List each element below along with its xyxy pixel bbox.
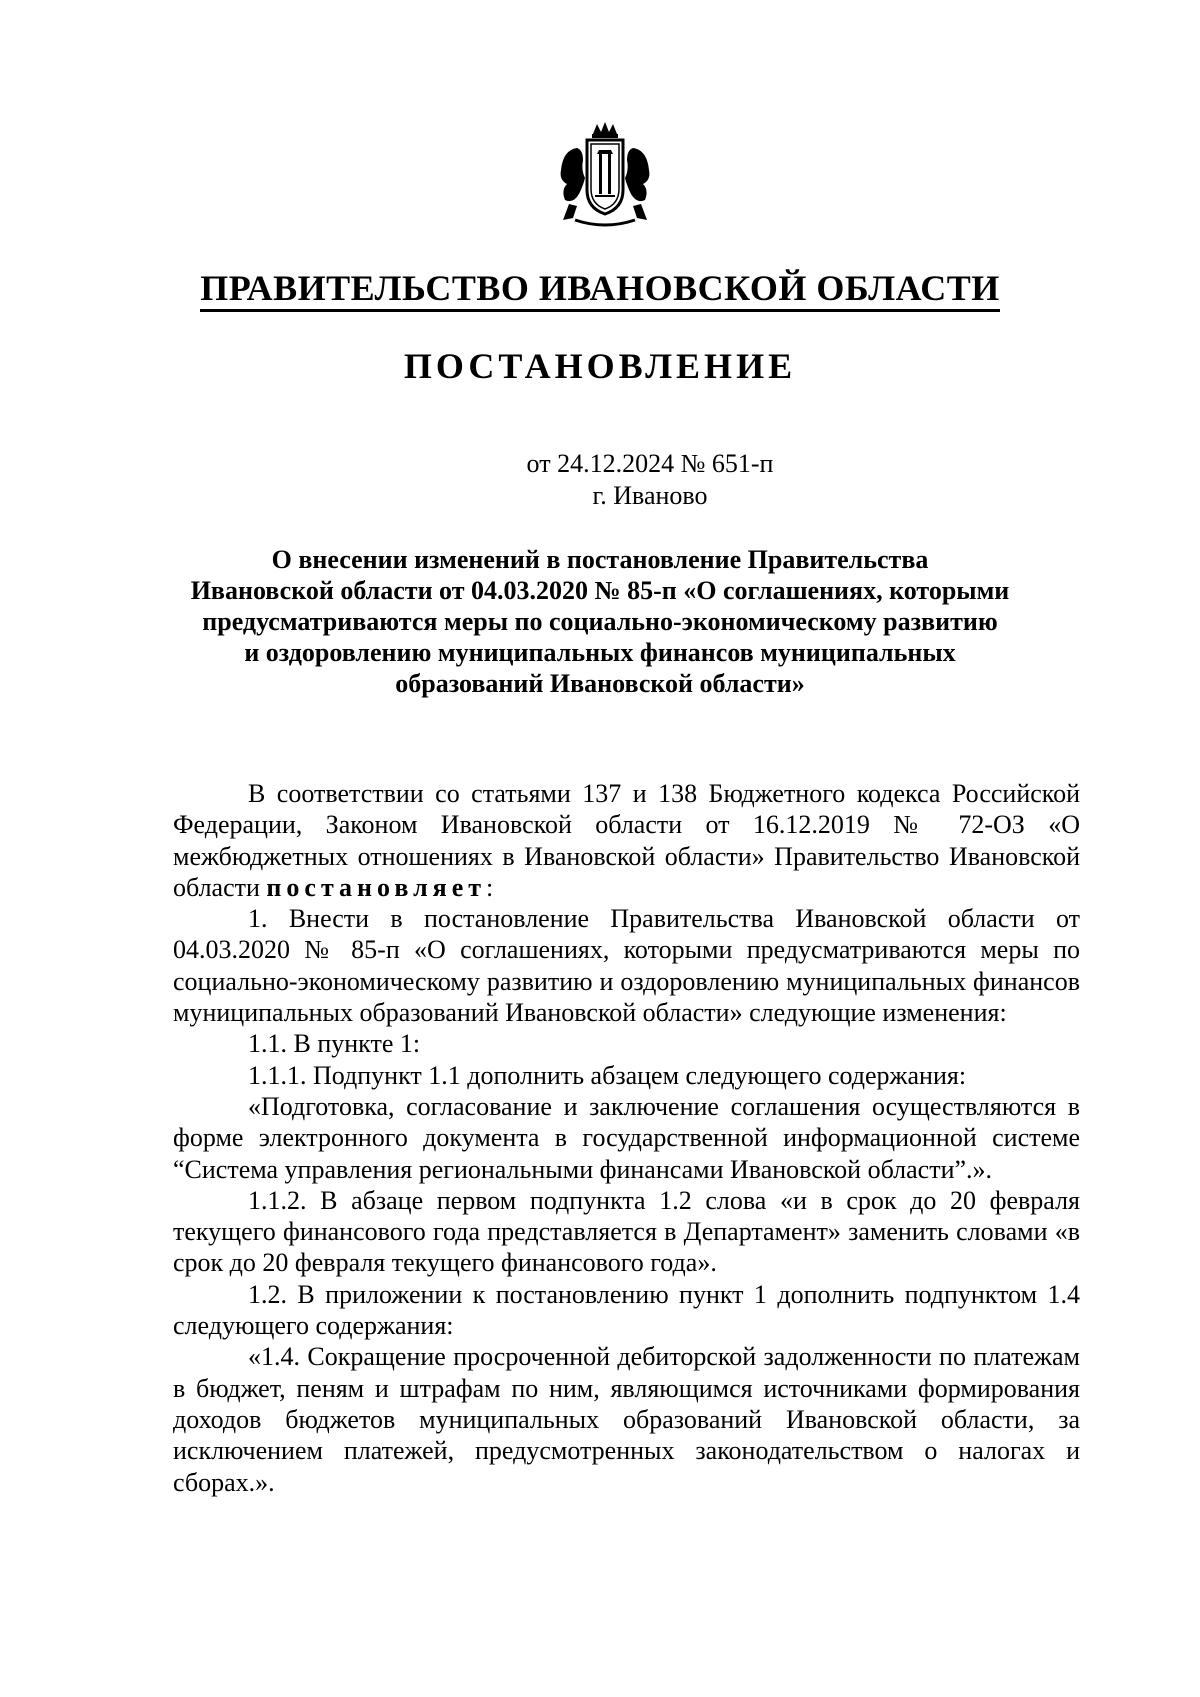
document-city: г. Иваново: [592, 481, 708, 510]
document-type: ПОСТАНОВЛЕНИЕ: [403, 346, 797, 386]
body-paragraph: 1.2. В приложении к постановлению пункт 1 дополнить подпунктом 1.4 следующего содержания:: [173, 1279, 1080, 1341]
heading-line: О внесении изменений в постановление Правительства: [271, 545, 929, 574]
heading-line: образований Ивановской области»: [395, 669, 805, 698]
preamble-text: В соответствии со статьями 137 и 138 Бюджетного кодекса Российской Федерации, Законом Ивановской области от 16.12.2019 № 72-ОЗ «О межбюджетных отношениях в Ивановской области» Правительство Ивановской области: [173, 779, 1080, 902]
document-body: [173, 778, 1080, 1498]
body-paragraph: 1.1.1. Подпункт 1.1 дополнить абзацем следующего содержания:: [248, 1060, 967, 1090]
preamble-emphasis: постановляет: [266, 872, 487, 902]
preamble-paragraph: [173, 778, 1080, 903]
body-paragraph: 1. Внести в постановление Правительства Ивановской области от 04.03.2020 № 85-п «О соглашениях, которыми предусматриваются меры по социально-экономическому развитию и оздоровлению муниципальных финансов муниципальных образований Ивановской области» следующие изменения:: [173, 904, 1080, 1028]
body-paragraph: «1.4. Сокращение просроченной дебиторской задолженности по платежам в бюджет, пеням и штрафам по ним, являющимся источниками формирования доходов бюджетов муниципальных образований Ивановской области, за исключением платежей, предусмотренных законодательством о налогах и сборах.».: [173, 1342, 1080, 1497]
body-paragraph: «Подготовка, согласование и заключение соглашения осуществляются в форме электронного документа в государственной информационной системе “Система управления региональными финансами Ивановской области”.».: [173, 1091, 1080, 1184]
preamble-end: :: [486, 872, 494, 902]
body-paragraph: 1.1.2. В абзаце первом подпункта 1.2 слова «и в срок до 20 февраля текущего финансового года представляется в Департамент» заменить словами «в срок до 20 февраля текущего финансового года».: [173, 1185, 1080, 1278]
body-paragraph: 1.1. В пункте 1:: [248, 1029, 421, 1059]
coat-of-arms-icon: [555, 120, 655, 228]
heading-line: и оздоровлению муниципальных финансов муниципальных: [244, 638, 956, 667]
document-date-number: от 24.12.2024 № 651-п: [526, 449, 774, 478]
document-heading: [150, 544, 1050, 699]
heading-line: предусматриваются меры по социально-экономическому развитию: [202, 607, 998, 636]
government-name: ПРАВИТЕЛЬСТВО ИВАНОВСКОЙ ОБЛАСТИ: [0, 266, 1200, 310]
heading-line: Ивановской области от 04.03.2020 № 85-п «О соглашениях, которыми: [190, 576, 1010, 605]
